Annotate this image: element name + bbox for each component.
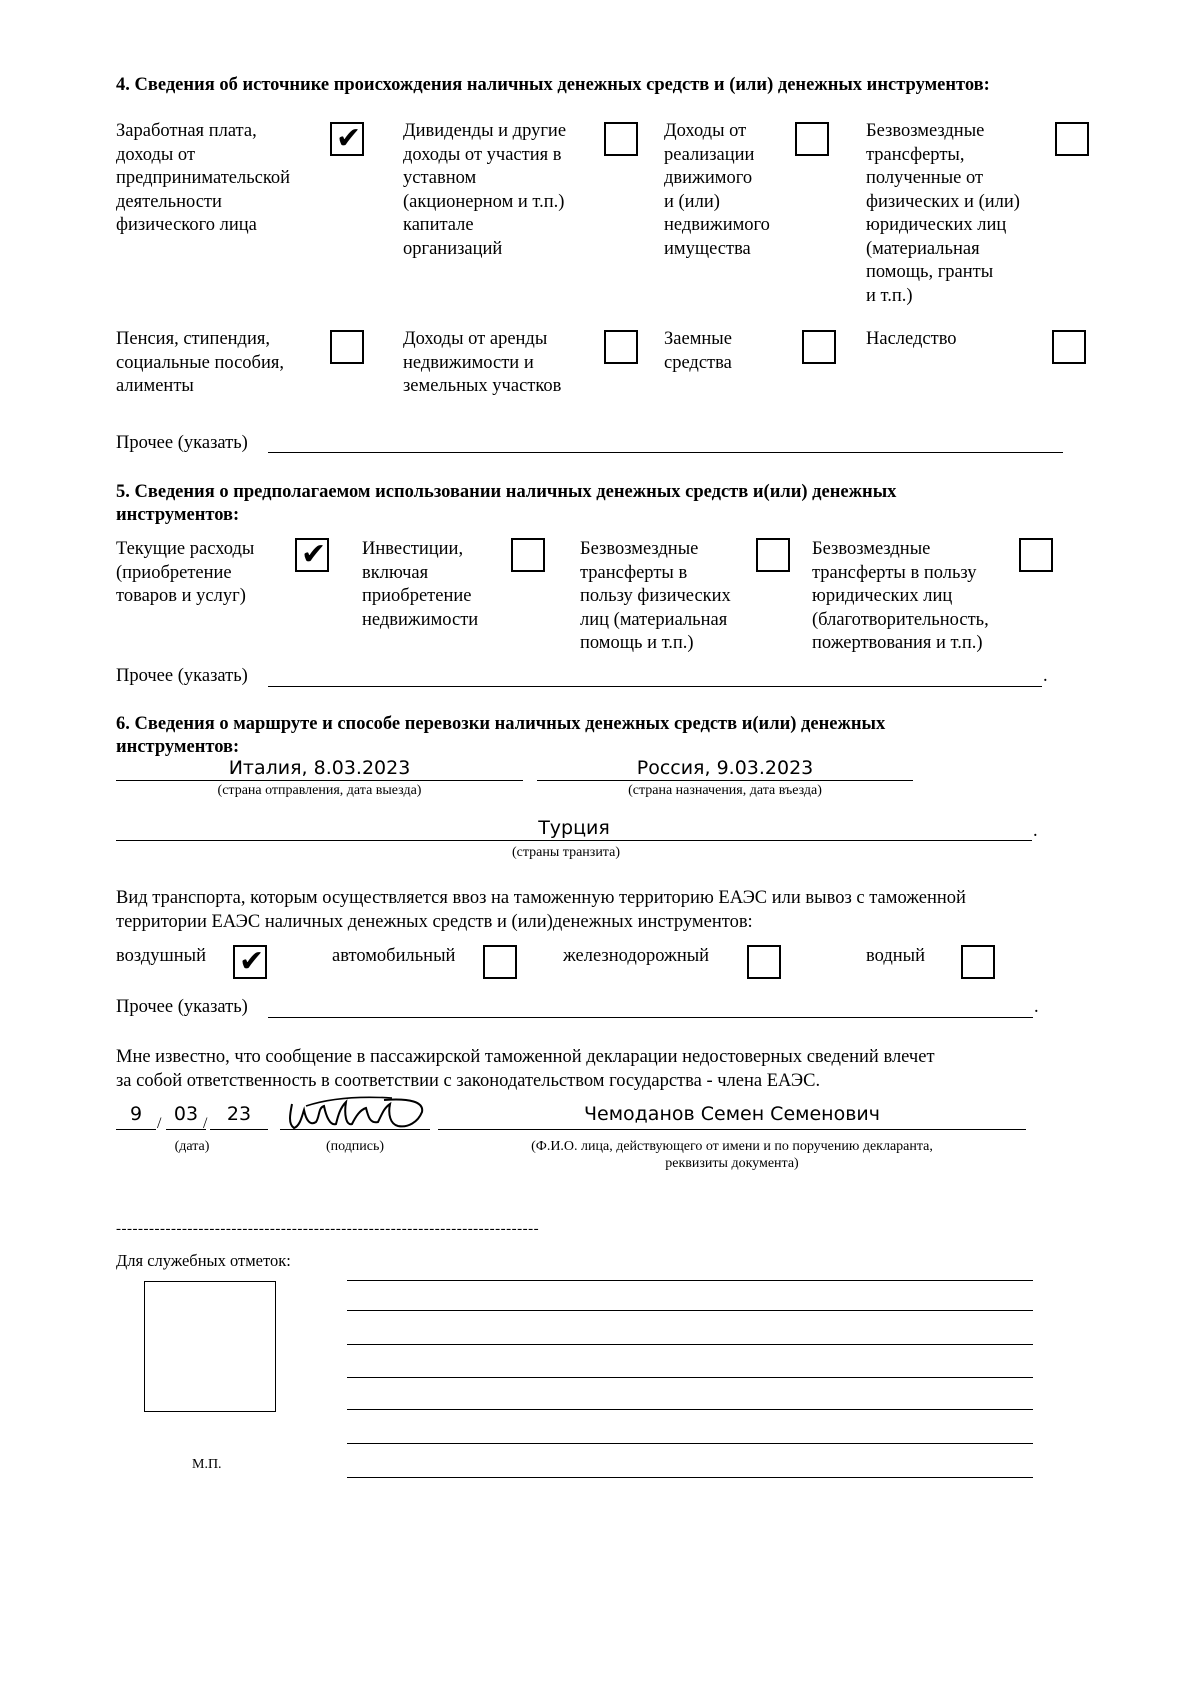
source-inheritance-checkbox[interactable] xyxy=(1052,330,1086,364)
declarant-name-field[interactable] xyxy=(438,1129,1026,1130)
date-year-field[interactable] xyxy=(210,1129,268,1130)
destination-value: Россия, 9.03.2023 xyxy=(636,757,814,779)
service-line[interactable] xyxy=(347,1377,1033,1378)
source-pension-label: Пенсия, стипендия, социальные пособия, алименты xyxy=(116,329,284,396)
section5-other-input[interactable] xyxy=(268,686,1042,687)
departure-field[interactable] xyxy=(116,780,523,781)
transport-intro: Вид транспорта, которым осуществляется ввоз на таможенную территорию ЕАЭС или вывоз с таможенной территории ЕАЭС наличных денежных средств и (или)денежных инструментов: xyxy=(116,888,966,932)
use-investments-checkbox[interactable] xyxy=(511,538,545,572)
section5-title-line1: 5. Сведения о предполагаемом использовании наличных денежных средств и(или) денежных xyxy=(116,482,897,502)
source-dividends-label: Дивиденды и другие доходы от участия в уставном (акционерном и т.п.) капитале организаций xyxy=(403,121,567,259)
section5-title-line2: инструментов: xyxy=(116,505,240,525)
section6-title-line2: инструментов: xyxy=(116,737,240,757)
transit-field[interactable] xyxy=(116,840,1032,841)
use-investments-label: Инвестиции, включая приобретение недвижимости xyxy=(362,539,479,630)
transport-rail-checkbox[interactable] xyxy=(747,945,781,979)
check-icon: ✔ xyxy=(301,537,327,572)
transport-air-checkbox[interactable] xyxy=(233,945,267,979)
section6-other-input[interactable] xyxy=(268,1017,1033,1018)
signature-field[interactable] xyxy=(280,1129,430,1130)
departure-value: Италия, 8.03.2023 xyxy=(228,757,411,779)
source-gratuitous-transfers-label: Безвозмездные трансферты, полученные от физических и (или) юридических лиц (материальная помощь, гранты и т.п.) xyxy=(866,121,1020,306)
service-marks-label: Для служебных отметок: xyxy=(116,1251,291,1270)
date-day: 9 xyxy=(129,1103,143,1125)
use-transfers-entities-label: Безвозмездные трансферты в пользу юридических лиц (благотворительность, пожертвования и т.п.) xyxy=(812,539,989,653)
transport-road-label: автомобильный xyxy=(332,946,456,966)
use-current-expenses-checkbox[interactable] xyxy=(295,538,329,572)
service-line[interactable] xyxy=(347,1310,1033,1311)
transport-rail-label: железнодорожный xyxy=(563,946,710,966)
source-pension-checkbox[interactable] xyxy=(330,330,364,364)
declaration-text: Мне известно, что сообщение в пассажирской таможенной декларации недостоверных сведений влечет за собой ответственность в соответствии с законодательством государства - члена ЕАЭС. xyxy=(116,1047,935,1091)
service-line[interactable] xyxy=(347,1477,1033,1478)
date-day-field[interactable] xyxy=(116,1129,156,1130)
check-icon: ✔ xyxy=(239,944,265,979)
source-loans-checkbox[interactable] xyxy=(802,330,836,364)
section5-other-label: Прочее (указать) xyxy=(116,666,248,686)
source-dividends-checkbox[interactable] xyxy=(604,122,638,156)
declarant-name-value: Чемоданов Семен Семенович xyxy=(584,1103,880,1125)
use-transfers-entities-checkbox[interactable] xyxy=(1019,538,1053,572)
section6-other-label: Прочее (указать) xyxy=(116,997,248,1017)
section4-other-label: Прочее (указать) xyxy=(116,433,248,453)
source-property-sale-checkbox[interactable] xyxy=(795,122,829,156)
transport-air-label: воздушный xyxy=(116,946,206,966)
date-year: 23 xyxy=(226,1103,252,1125)
stamp-box xyxy=(144,1281,276,1412)
transport-water-label: водный xyxy=(866,946,925,966)
source-rent-label: Доходы от аренды недвижимости и земельных участков xyxy=(403,329,562,396)
transit-caption: (страны транзита) xyxy=(512,845,620,860)
source-rent-checkbox[interactable] xyxy=(604,330,638,364)
section4-other-input[interactable] xyxy=(268,452,1063,453)
stamp-label: М.П. xyxy=(192,1457,222,1472)
use-transfers-individuals-checkbox[interactable] xyxy=(756,538,790,572)
date-month-field[interactable] xyxy=(166,1129,206,1130)
source-salary-checkbox[interactable] xyxy=(330,122,364,156)
section4-title: 4. Сведения об источнике происхождения наличных денежных средств и (или) денежных инструментов: xyxy=(116,75,990,95)
service-line[interactable] xyxy=(347,1443,1033,1444)
date-month: 03 xyxy=(173,1103,199,1125)
transport-water-checkbox[interactable] xyxy=(961,945,995,979)
use-transfers-individuals-label: Безвозмездные трансферты в пользу физических лиц (материальная помощь и т.п.) xyxy=(580,539,731,653)
departure-caption: (страна отправления, дата выезда) xyxy=(217,783,422,798)
date-caption: (дата) xyxy=(174,1139,210,1154)
source-gratuitous-transfers-checkbox[interactable] xyxy=(1055,122,1089,156)
transit-value: Турция xyxy=(538,817,610,839)
section6-title-line1: 6. Сведения о маршруте и способе перевозки наличных денежных средств и(или) денежных xyxy=(116,714,886,734)
service-line[interactable] xyxy=(347,1344,1033,1345)
signature-caption: (подпись) xyxy=(325,1139,385,1154)
use-current-expenses-label: Текущие расходы (приобретение товаров и услуг) xyxy=(116,539,255,606)
destination-caption: (страна назначения, дата въезда) xyxy=(628,783,822,798)
service-line[interactable] xyxy=(347,1409,1033,1410)
check-icon: ✔ xyxy=(336,121,362,156)
source-loans-label: Заемные средства xyxy=(664,329,732,373)
service-line[interactable] xyxy=(347,1280,1033,1281)
separator-dashes: ----------------------------------------------------------------------------- xyxy=(116,1221,540,1237)
source-inheritance-label: Наследство xyxy=(866,329,957,349)
declarant-name-caption: (Ф.И.О. лица, действующего от имени и по поручению декларанта, реквизиты документа) xyxy=(531,1139,933,1171)
destination-field[interactable] xyxy=(537,780,913,781)
source-salary-label: Заработная плата, доходы от предпринимательской деятельности физического лица xyxy=(116,121,291,235)
transport-road-checkbox[interactable] xyxy=(483,945,517,979)
source-property-sale-label: Доходы от реализации движимого и (или) недвижимого имущества xyxy=(664,121,770,259)
